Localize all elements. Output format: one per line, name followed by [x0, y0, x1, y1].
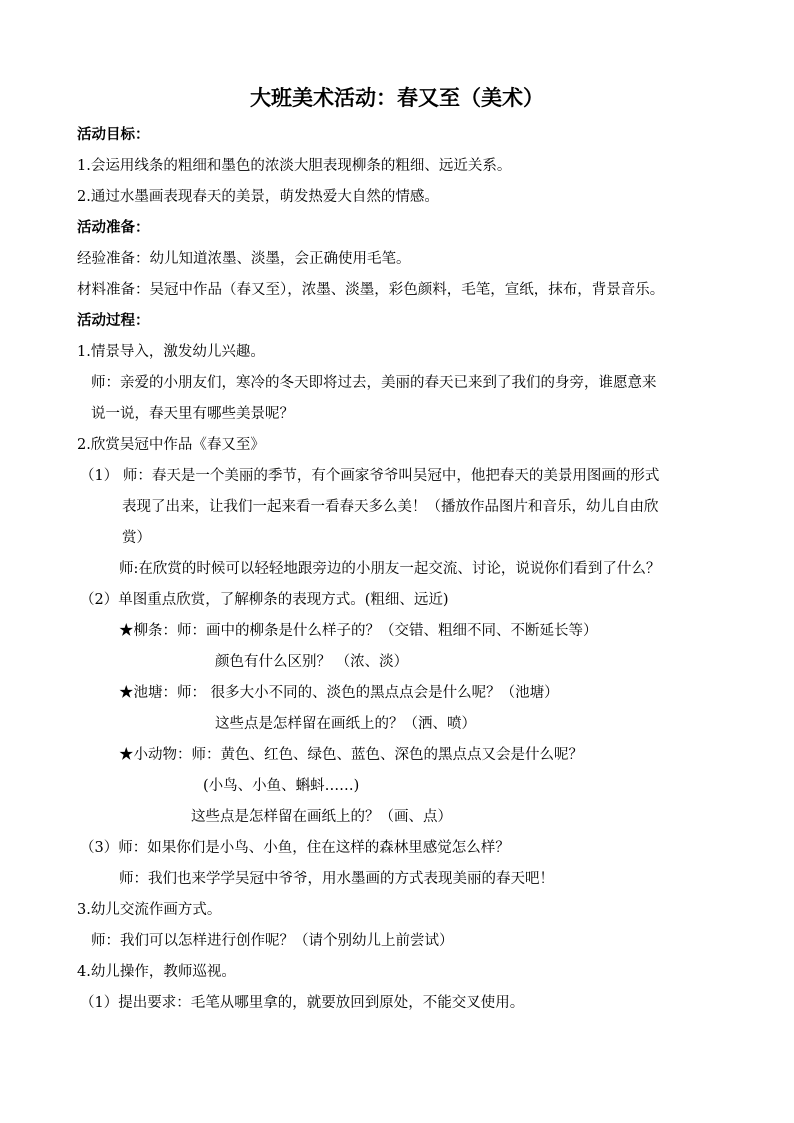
willow-color-question: 颜色有什么区别？ （浓、淡） — [215, 654, 409, 670]
prep-materials: 材料准备：吴冠中作品（春又至），浓墨、淡墨，彩色颜料，毛笔，宣纸，抹布，背景音乐。 — [77, 282, 665, 298]
pond-question: ★池塘：师： 很多大小不同的、淡色的黑点点会是什么呢？（池塘） — [119, 685, 559, 701]
goal-2: 2.通过水墨画表现春天的美景，萌发热爱大自然的情感。 — [77, 189, 439, 205]
step-2-1-teacher: 师:在欣赏的时候可以轻轻地跟旁边的小朋友一起交流、讨论，说说你们看到了什么？ — [119, 561, 661, 577]
step-3-teacher: 师：我们可以怎样进行创作呢？（请个别幼儿上前尝试） — [91, 933, 454, 949]
animal-answer: (小鸟、小鱼、蝌蚪……) — [203, 778, 360, 794]
step-1-teacher-line-1: 师：亲爱的小朋友们，寒冷的冬天即将过去，美丽的春天已来到了我们的身旁，谁愿意来 — [91, 375, 657, 391]
step-1: 1.情景导入，激发幼儿兴趣。 — [77, 344, 265, 360]
pond-how-question: 这些点是怎样留在画纸上的？（洒、喷） — [215, 716, 476, 732]
animal-how-question: 这些点是怎样留在画纸上的？（画、点） — [191, 809, 452, 825]
step-2-2: （2）单图重点欣赏，了解柳条的表现方式。(粗细、远近) — [80, 592, 449, 608]
step-4: 4.幼儿操作，教师巡视。 — [77, 964, 236, 980]
step-2-3-teacher: 师：我们也来学学吴冠中爷爷，用水墨画的方式表现美丽的春天吧！ — [119, 871, 554, 887]
willow-question: ★柳条：师：画中的柳条是什么样子的？（交错、粗细不同、不断延长等） — [119, 623, 598, 639]
page-title: 大班美术活动：春又至（美术） — [250, 85, 544, 110]
step-4-1: （1）提出要求：毛笔从哪里拿的，就要放回到原处，不能交叉使用。 — [80, 995, 525, 1011]
step-3: 3.幼儿交流作画方式。 — [77, 902, 222, 918]
process-heading: 活动过程： — [77, 312, 150, 329]
prep-experience: 经验准备：幼儿知道浓墨、淡墨，会正确使用毛笔。 — [77, 251, 411, 267]
goals-heading: 活动目标： — [77, 126, 150, 143]
animal-question: ★小动物：师：黄色、红色、绿色、蓝色、深色的黑点点又会是什么呢？ — [119, 747, 583, 763]
goal-1: 1.会运用线条的粗细和墨色的浓淡大胆表现柳条的粗细、远近关系。 — [77, 158, 512, 174]
step-1-teacher-line-2: 说一说，春天里有哪些美景呢？ — [91, 406, 294, 422]
step-2-1-line-3: 赏） — [122, 530, 151, 546]
step-2-1-line-2: 表现了出来，让我们一起来看一看春天多么美！（播放作品图片和音乐，幼儿自由欣 — [122, 499, 659, 515]
prep-heading: 活动准备： — [77, 219, 150, 236]
step-2-3: （3）师：如果你们是小鸟、小鱼，住在这样的森林里感觉怎么样？ — [80, 840, 510, 856]
step-2-1-line-1: （1） 师：春天是一个美丽的季节，有个画家爷爷叫吴冠中，他把春天的美景用图画的形式 — [80, 468, 660, 484]
step-2: 2.欣赏吴冠中作品《春又至》 — [77, 437, 265, 453]
